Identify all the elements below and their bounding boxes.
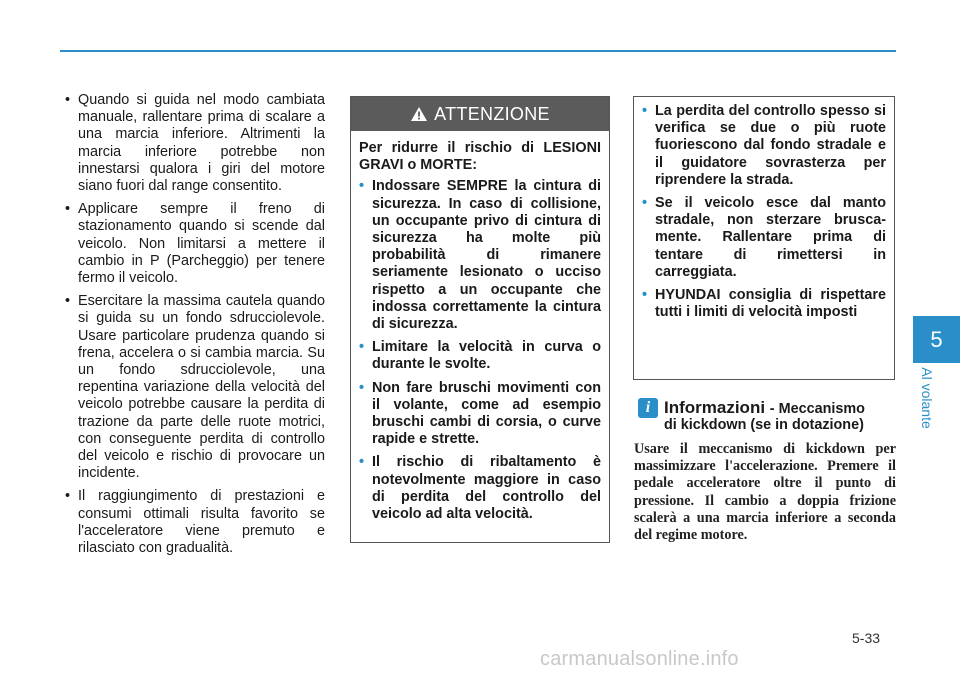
list-item: • Quando si guida nel modo cambiata manuale, rallentare prima di scalare a una marcia inferiore. Altrimenti la marcia inferiore potrebbe non innestarsi qualora i giri del motore siano fuori dal range consentito. <box>65 92 325 195</box>
chapter-tab: 5 <box>913 316 960 363</box>
list-item: • Il raggiungimento di prestazioni e consumi ottimali risulta favorito se l'acceleratore viene premuto e rilasciato con gradualità. <box>65 488 325 557</box>
bullet-icon: • <box>359 339 365 356</box>
info-title <box>664 398 865 418</box>
bullet-icon: • <box>642 287 648 304</box>
watermark: carmanualsonline.info <box>540 648 739 670</box>
info-title-sub: - Meccanismo <box>769 401 865 417</box>
warning-box <box>350 96 610 543</box>
left-column <box>62 92 325 563</box>
bullet-icon: • <box>65 201 71 218</box>
bullet-icon: • <box>642 103 648 119</box>
bullet-icon: • <box>65 293 71 310</box>
warning-title: ATTENZIONE <box>434 103 550 124</box>
warning-item: • Il rischio di ribaltamento è notevolmente maggiore in caso di perdita del controllo del veicolo ad alta velocità. <box>359 454 601 523</box>
bullet-icon: • <box>65 488 71 505</box>
info-icon: i <box>638 398 658 418</box>
bullet-icon: • <box>65 92 71 108</box>
warning-item: • HYUNDAI consiglia di rispettare tutti i limiti di velocità imposti <box>642 287 886 321</box>
info-subtitle: di kickdown (se in dotazione) <box>664 417 864 433</box>
warning-continuation-box <box>633 96 895 380</box>
info-text: Usare il meccanismo di kickdown per massimizzare l'accelerazione. Premere il pedale acceleratore oltre il punto di pressione. Il cambio a doppia frizione scalerà a una marcia inferiore a seconda del regime motore. <box>634 441 896 544</box>
warning-item: • La perdita del controllo spesso si verifica se due o più ruote fuoriescono dal fondo stradale e il guidatore sovrasterza per riprendere la strada. <box>642 103 886 188</box>
warning-triangle-icon <box>410 106 428 122</box>
warning-intro: Per ridurre il rischio di LESIONI GRAVI o MORTE: <box>359 140 601 174</box>
bullet-icon: • <box>642 195 648 212</box>
bullet-icon: • <box>359 454 365 471</box>
chapter-label: Al volante <box>919 367 935 429</box>
warning-item: • Non fare bruschi movimenti con il volante, come ad esempio bruschi cambi di corsia, o curve rapide e strette. <box>359 379 601 448</box>
bullet-icon: • <box>359 178 365 195</box>
warning-body <box>351 131 609 523</box>
bullet-icon: • <box>359 379 365 396</box>
header-rule <box>60 50 896 52</box>
page-number: 5-33 <box>852 630 881 646</box>
warning-item: • Indossare SEMPRE la cintura di sicurezza. In caso di collisione, un occupante privo di cintura di sicurezza ha molte più probabilità di rimanere seriamente lesionato o ucciso rispetto a un occupante che indossa correttamente la cintura di sicurezza. <box>359 178 601 333</box>
warning-continuation-body <box>634 97 894 321</box>
warning-item: • Limitare la velocità in curva o durante le svolte. <box>359 339 601 373</box>
list-item: • Esercitare la massima cautela quando si guida su un fondo sdrucciolevole. Usare particolare prudenza quando si frena, accelera o si cambia marcia. Su un fondo sdrucciolevole, una repentina variazione della velocità del veicolo potrebbe causare la perdita di trazione da parte delle ruote motrici, con conseguente perdita di controllo del veicolo e rischio di provocare un incidente. <box>65 293 325 482</box>
list-item: • Applicare sempre il freno di stazionamento quando si scende dal veicolo. Non limitarsi a mettere il cambio in P (Parcheggio) per tenere fermo il veicolo. <box>65 201 325 287</box>
info-title-main: Informazioni <box>664 398 766 417</box>
warning-header <box>351 97 609 131</box>
warning-item: • Se il veicolo esce dal manto stradale, non sterzare brusca-mente. Rallentare prima di tentare di rimettersi in carreggiata. <box>642 195 886 280</box>
